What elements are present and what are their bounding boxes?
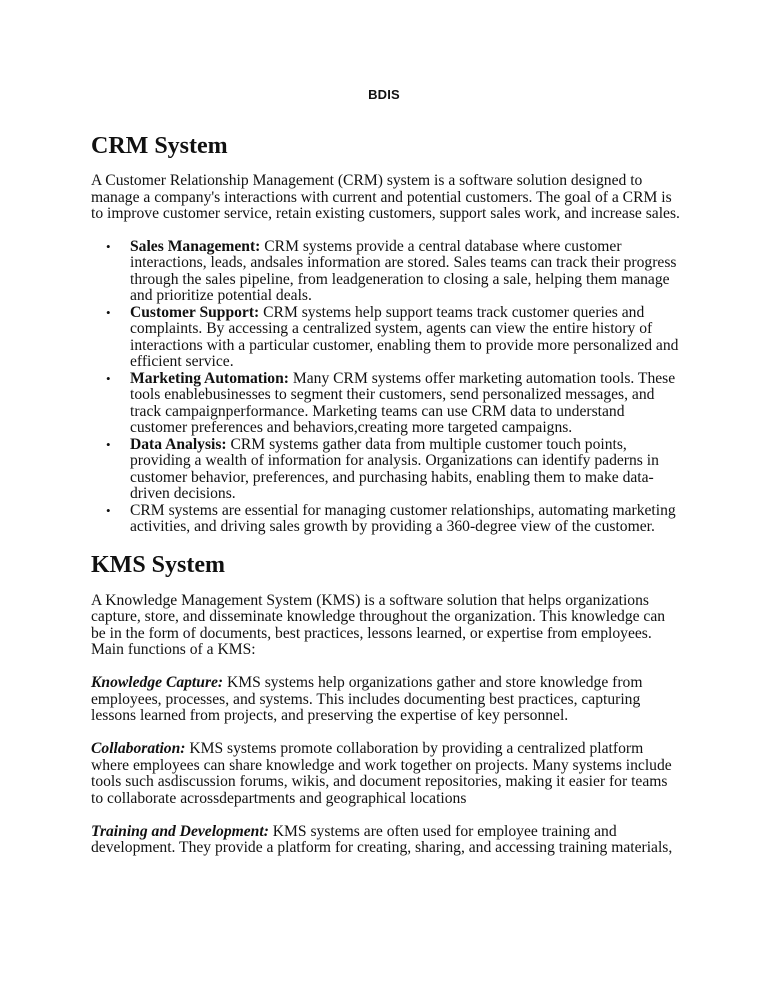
- list-item: [106, 369, 681, 437]
- list-item-label: Sales Management:: [130, 237, 261, 255]
- bullet-icon: •: [106, 304, 111, 320]
- function-label: Training and Development:: [91, 822, 269, 840]
- kms-heading: KMS System: [91, 551, 225, 578]
- crm-feature-list: [91, 239, 681, 536]
- kms-function-paragraph: [91, 675, 681, 725]
- kms-function-paragraph: [91, 741, 681, 807]
- kms-section: [91, 547, 681, 857]
- list-item-text: CRM systems gather data from multiple customer touch points, providing a wealth of information for analysis. Organizations can identify paderns in customer behavior, preferences, and purchasing habits, enabling them to make data-driven decisions.: [130, 435, 659, 502]
- list-item-text: CRM systems are essential for managing customer relationships, automating marketing activities, and driving sales growth by providing a 360-degree view of the customer.: [130, 501, 676, 535]
- bullet-icon: •: [106, 238, 111, 254]
- function-label: Knowledge Capture:: [91, 674, 224, 691]
- kms-function-paragraph: [91, 824, 681, 857]
- crm-heading: CRM System: [91, 133, 228, 159]
- list-item-label: Marketing Automation:: [130, 369, 289, 387]
- document-body: [91, 128, 681, 857]
- function-label: Collaboration:: [91, 740, 186, 757]
- function-text: KMS systems are often used for employee training and development. They provide a platform for creating, sharing, and accessing training materials,: [91, 822, 673, 856]
- crm-section: [91, 128, 681, 536]
- list-item: [106, 435, 681, 503]
- bullet-icon: •: [106, 370, 111, 386]
- list-item: [106, 303, 681, 371]
- list-item-label: Data Analysis:: [130, 435, 227, 453]
- bullet-icon: •: [106, 436, 111, 452]
- page-header: BDIS: [368, 87, 400, 102]
- kms-intro-paragraph: A Knowledge Management System (KMS) is a software solution that helps organizations capture, store, and disseminate knowledge throughout the organization. This knowledge can be in the form of documents, best practices, lessons learned, or expertise from employees. Main functions of a KMS:: [91, 591, 666, 658]
- list-item-label: Customer Support:: [130, 303, 260, 321]
- bullet-icon: •: [106, 502, 111, 518]
- crm-intro-paragraph: A Customer Relationship Management (CRM) system is a software solution designed to manage a company's interactions with current and potential customers. The goal of a CRM is to improve customer service, retain existing customers, support sales work, and increase sales.: [91, 172, 680, 222]
- list-item-text: CRM systems help support teams track customer queries and complaints. By accessing a centralized system, agents can view the entire history of interactions with a particular customer, enabling them to provide more personalized and efficient service.: [130, 303, 679, 370]
- list-item: [106, 501, 681, 536]
- list-item-text: Many CRM systems offer marketing automation tools. These tools enablebusinesses to segment their customers, send personalized messages, and track campaignperformance. Marketing teams can use CRM data to understand customer preferences and behaviors,creating more targeted campaigns.: [130, 369, 676, 436]
- function-text: KMS systems help organizations gather and store knowledge from employees, processes, and systems. This includes documenting best practices, capturing lessons learned from projects, and preserving the expertise of key personnel.: [91, 674, 643, 724]
- list-item: [106, 237, 681, 305]
- function-text: KMS systems promote collaboration by providing a centralized platform where employees can share knowledge and work together on projects. Many systems include tools such asdiscussion forums, wikis, and document repositories, making it easier for teams to collaborate acrossdepartments and geographical locations: [91, 740, 672, 807]
- list-item-text: CRM systems provide a central database where customer interactions, leads, andsales information are stored. Sales teams can track their progress through the sales pipeline, from leadgeneration to closing a sale, helping them manage and prioritize potential deals.: [130, 237, 677, 304]
